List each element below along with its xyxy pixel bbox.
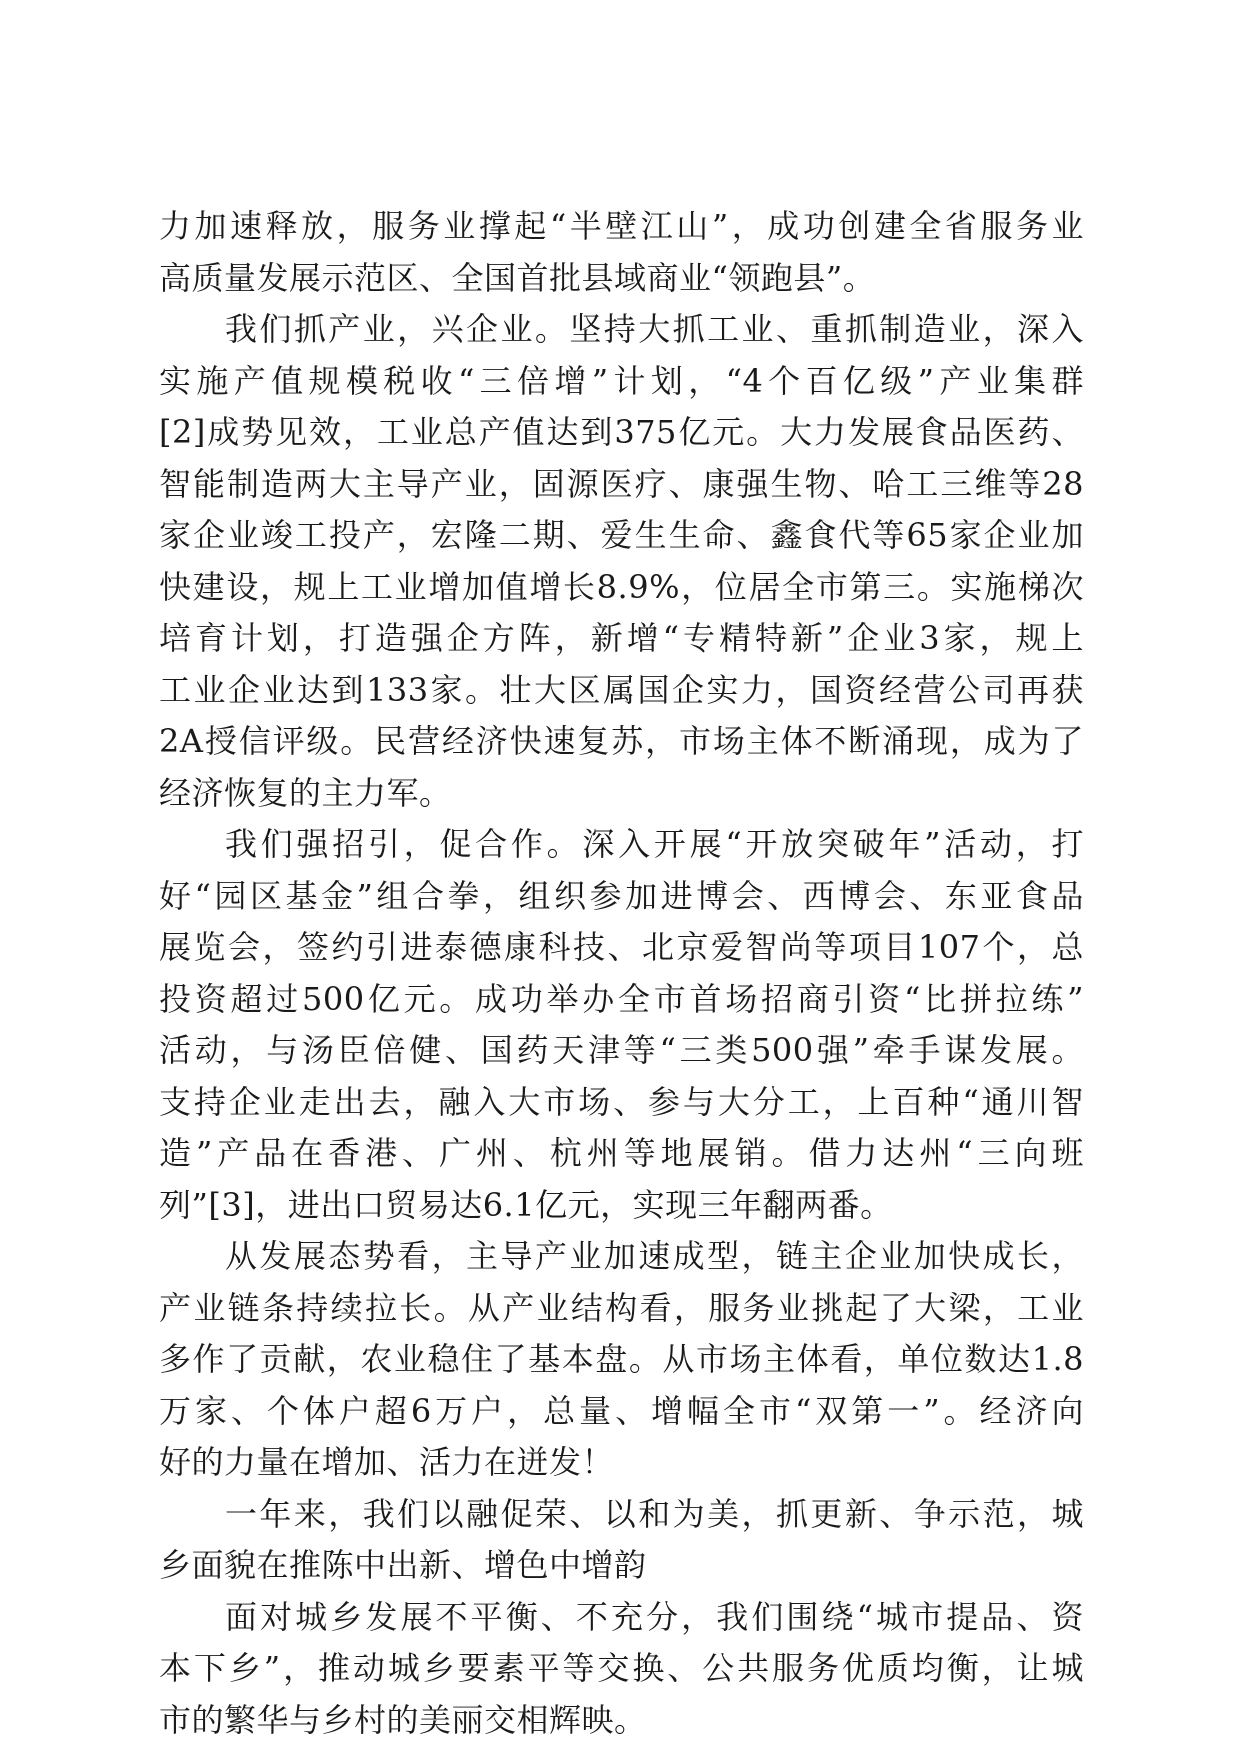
paragraph-line: 产业链条持续拉长。从产业结构看，服务业挑起了大梁，工业 <box>159 1288 1084 1327</box>
paragraph-line: 培育计划，打造强企方阵，新增“专精特新”企业3家，规上 <box>159 619 1084 657</box>
paragraph-line: 2A授信评级。民营经济快速复苏，市场主体不断涌现，成为了 <box>159 722 1084 760</box>
paragraph-first-line: 我们抓产业，兴企业。坚持大抓工业、重抓制造业，深入 <box>225 310 1084 348</box>
paragraph-line: 好“园区基金”组合拳，组织参加进博会、西博会、东亚食品 <box>159 876 1084 915</box>
paragraph-line: 好的力量在增加、活力在迸发！ <box>159 1443 615 1481</box>
paragraph-line: 列”[3]，进出口贸易达6.1亿元，实现三年翻两番。 <box>159 1185 893 1224</box>
document-body <box>159 201 1084 1746</box>
paragraph-line: 造”产品在香港、广州、杭州等地展销。借力达州“三向班 <box>159 1134 1084 1172</box>
paragraph-line: 力加速释放，服务业撑起“半壁江山”，成功创建全省服务业 <box>159 207 1084 245</box>
paragraph-line: 实施产值规模税收“三倍增”计划，“4个百亿级”产业集群 <box>159 361 1084 400</box>
paragraph-line: 支持企业走出去，融入大市场、参与大分工，上百种“通川智 <box>159 1082 1084 1121</box>
paragraph-first-line: 面对城乡发展不平衡、不充分，我们围绕“城市提品、资 <box>225 1597 1084 1636</box>
paragraph-line: 活动，与汤臣倍健、国药天津等“三类500强”牵手谋发展。 <box>159 1031 1084 1069</box>
paragraph-line: 工业企业达到133家。壮大区属国企实力，国资经营公司再获 <box>159 670 1084 709</box>
paragraph-line: 经济恢复的主力军。 <box>159 773 452 812</box>
paragraph-line: 高质量发展示范区、全国首批县域商业“领跑县”。 <box>159 258 876 297</box>
paragraph-line: [2]成势见效，工业总产值达到375亿元。大力发展食品医药、 <box>159 413 1084 451</box>
paragraph-line: 快建设，规上工业增加值增长8.9%，位居全市第三。实施梯次 <box>159 567 1084 606</box>
paragraph-line: 投资超过500亿元。成功举办全市首场招商引资“比拼拉练” <box>159 979 1084 1018</box>
paragraph-line: 乡面貌在推陈中出新、增色中增韵 <box>159 1546 647 1584</box>
paragraph-line: 智能制造两大主导产业，固源医疗、康强生物、哈工三维等28 <box>159 464 1084 503</box>
paragraph-line: 市的繁华与乡村的美丽交相辉映。 <box>159 1700 647 1739</box>
paragraph-first-line: 从发展态势看，主导产业加速成型，链主企业加快成长， <box>225 1237 1084 1275</box>
paragraph-line: 万家、个体户超6万户，总量、增幅全市“双第一”。经济向 <box>159 1391 1084 1430</box>
paragraph-line: 展览会，签约引进泰德康科技、北京爱智尚等项目107个，总 <box>159 928 1084 966</box>
paragraph-line: 多作了贡献，农业稳住了基本盘。从市场主体看，单位数达1.8 <box>159 1340 1084 1378</box>
paragraph-first-line: 我们强招引，促合作。深入开展“开放突破年”活动，打 <box>225 825 1084 863</box>
paragraph-first-line: 一年来，我们以融促荣、以和为美，抓更新、争示范，城 <box>225 1494 1084 1533</box>
paragraph-line: 家企业竣工投产，宏隆二期、爱生生命、鑫食代等65家企业加 <box>159 516 1084 554</box>
paragraph-line: 本下乡”，推动城乡要素平等交换、公共服务优质均衡，让城 <box>159 1649 1084 1687</box>
